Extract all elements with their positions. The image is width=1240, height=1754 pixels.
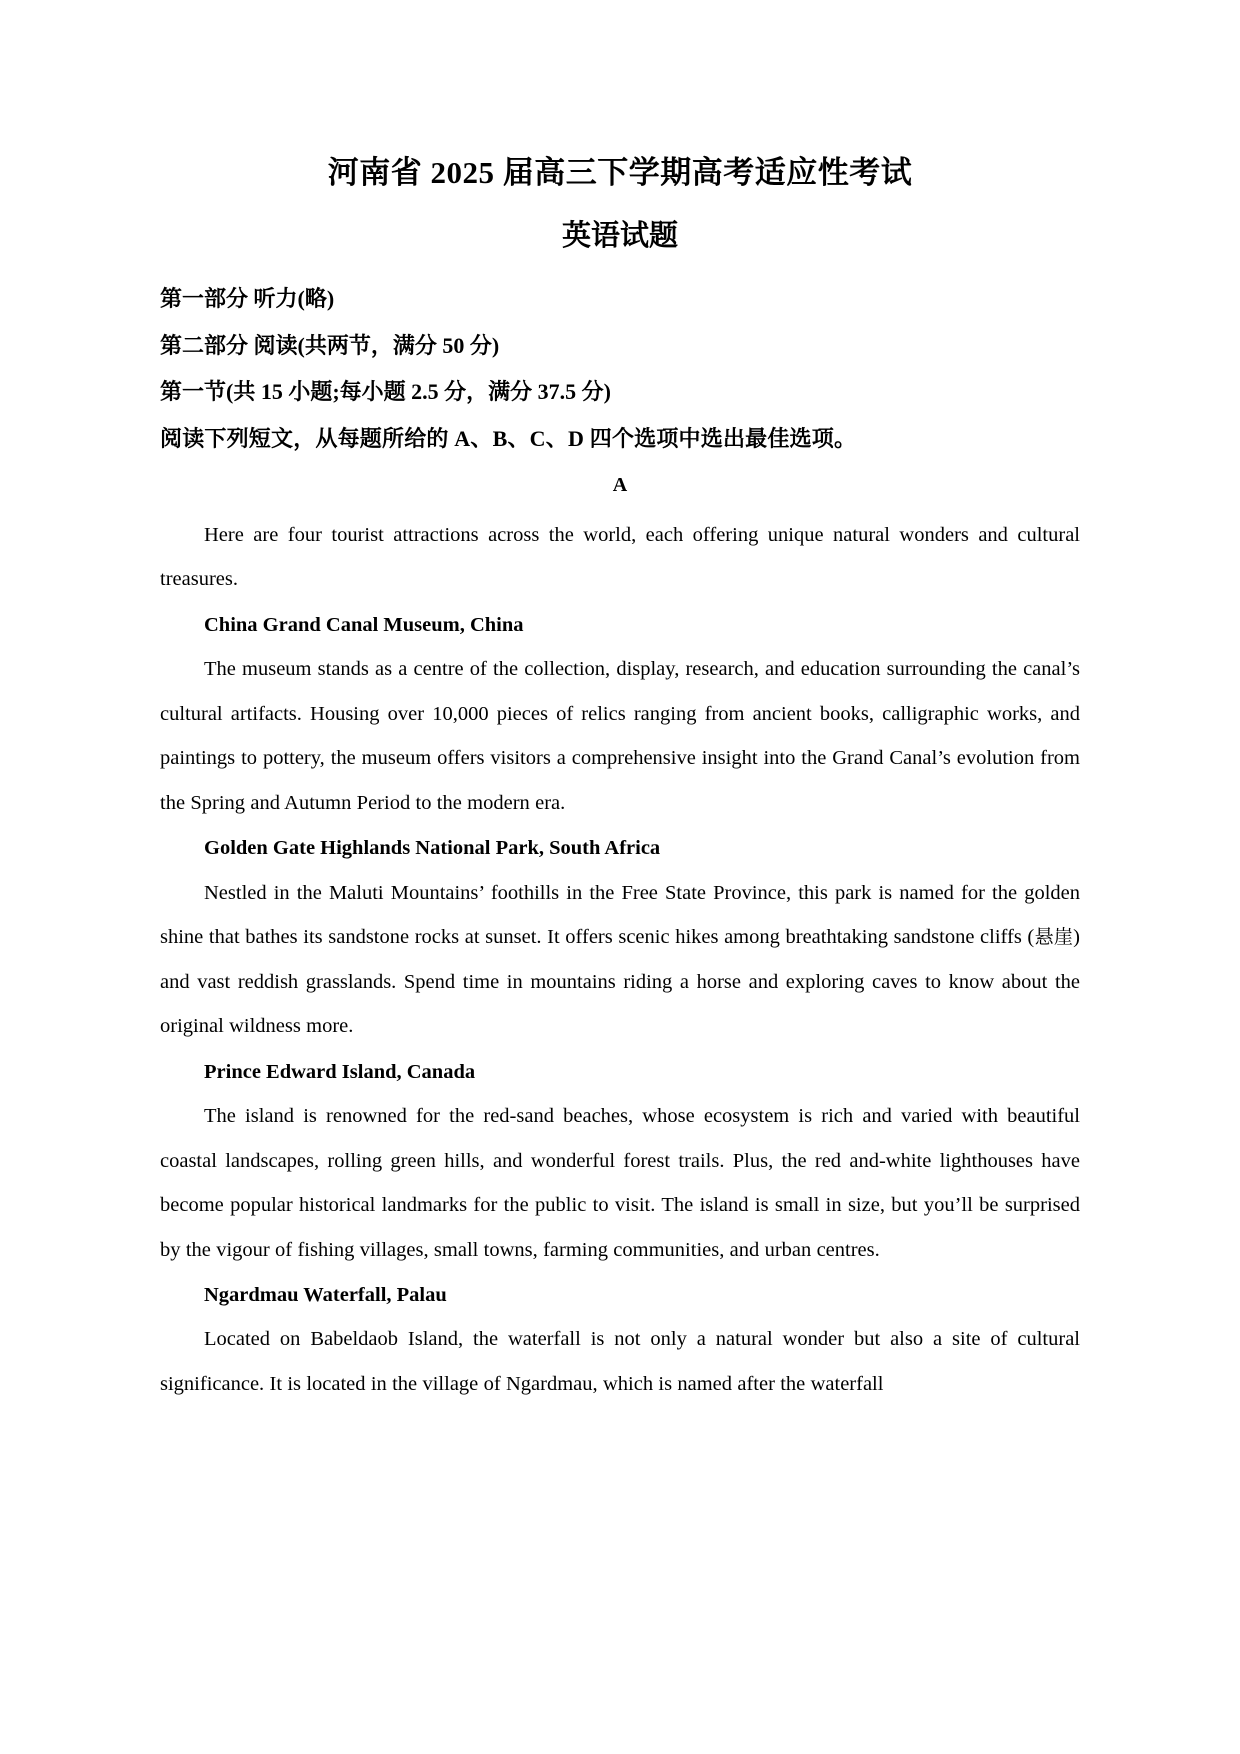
golden-gate-text-before-gloss: Nestled in the Maluti Mountains’ foothills in the Free State Province, this park is named for the golden shine that bathes its sandstone rocks at sunset. It offers scenic hikes among breathtaking sandstone cliffs ( bbox=[160, 881, 1080, 949]
attraction-heading-prince-edward-island: Prince Edward Island, Canada bbox=[204, 1060, 476, 1083]
section-subsection-one: 第一节(共 15 小题;每小题 2.5 分，满分 37.5 分) bbox=[160, 379, 611, 405]
page-subtitle: 英语试题 bbox=[561, 219, 678, 252]
attraction-body-prince-edward-island: The island is renowned for the red-sand beaches, whose ecosystem is rich and varied with beautiful coastal landscapes, rolling green hills, and wonderful forest trails. Plus, the red and-white lighthouses have become popular historical landmarks for the public to visit. The island is small in size, but you’ll be surprised by the vigour of fishing villages, small towns, farming communities, and urban centres. bbox=[160, 1105, 1080, 1261]
section-part-two-reading: 第二部分 阅读(共两节，满分 50 分) bbox=[160, 332, 500, 358]
passage-intro: Here are four tourist attractions across the world, each offering unique natural wonders and cultural treasures. bbox=[160, 523, 1080, 591]
passage-label-a: A bbox=[612, 473, 628, 496]
attraction-heading-ngardmau-waterfall: Ngardmau Waterfall, Palau bbox=[204, 1283, 447, 1306]
golden-gate-chinese-gloss: 悬崖 bbox=[1034, 926, 1074, 949]
attraction-body-china-grand-canal-museum: The museum stands as a centre of the collection, display, research, and education surrounding the canal’s cultural artifacts. Housing over 10,000 pieces of relics ranging from ancient books, calligraphic works, and paintings to pottery, the museum offers visitors a comprehensive insight into the Grand Canal’s evolution from the Spring and Autumn Period to the modern era. bbox=[160, 658, 1080, 814]
page-title: 河南省 2025 届高三下学期高考适应性考试 bbox=[327, 155, 913, 190]
section-instruction: 阅读下列短文，从每题所给的 A、B、C、D 四个选项中选出最佳选项。 bbox=[160, 426, 857, 452]
golden-gate-text-after-gloss: ) and vast reddish grasslands. Spend time in mountains riding a horse and exploring caves to know about the original wildness more. bbox=[160, 926, 1080, 1038]
attraction-heading-golden-gate-highlands: Golden Gate Highlands National Park, South Africa bbox=[204, 837, 661, 860]
attraction-heading-china-grand-canal-museum: China Grand Canal Museum, China bbox=[204, 613, 524, 636]
section-part-one-listening: 第一部分 听力(略) bbox=[160, 286, 335, 311]
attraction-body-ngardmau-waterfall: Located on Babeldaob Island, the waterfall is not only a natural wonder but also a site of cultural significance. It is located in the village of Ngardmau, which is named after the waterfall bbox=[160, 1328, 1080, 1395]
attraction-body-golden-gate-highlands bbox=[160, 871, 1080, 1049]
